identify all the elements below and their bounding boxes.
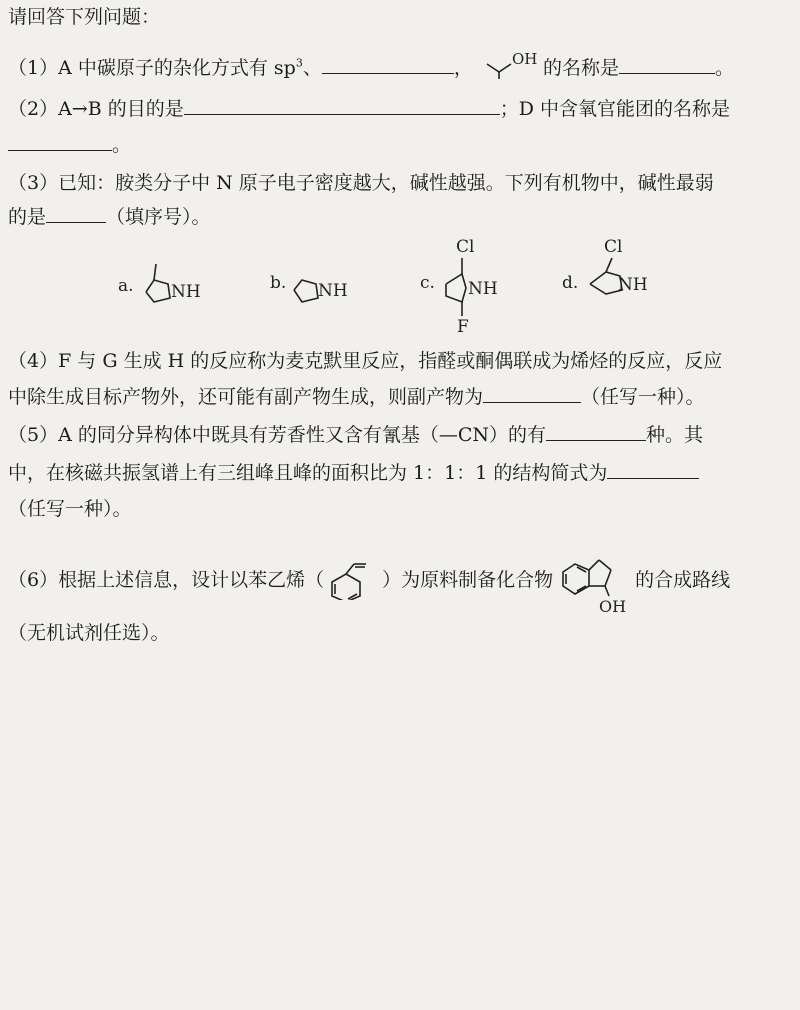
q1-text-3: 的名称是 [542, 57, 619, 79]
option-d-structure [560, 232, 670, 316]
question-4: （4）F 与 G 生成 H 的反应称为麦克默里反应，指醛或酮偶联成为烯烃的反应，反应 [8, 350, 723, 372]
q1-end: 。 [714, 57, 734, 79]
q5-text-2a: 中，在核磁共振氢谱上有三组峰且峰的面积比为 1：1：1 的结构简式为 [8, 462, 608, 484]
q1-comma: ， [453, 57, 473, 79]
option-c-f: F [457, 317, 469, 337]
q5-text-1b: 种。其 [646, 424, 704, 446]
heading: 请回答下列问题： [8, 6, 161, 28]
q3-blank[interactable] [46, 204, 106, 223]
q4-blank[interactable] [483, 384, 581, 403]
q4-text-2a: 中除生成目标产物外，还可能有副产物生成，则副产物为 [8, 386, 484, 408]
question-3-cont [8, 204, 792, 230]
q1-blank-1[interactable] [322, 55, 454, 74]
indanol-structure [553, 552, 635, 614]
option-c-label: c. [420, 273, 435, 293]
q4-text-2b: （任写一种）。 [581, 386, 705, 408]
option-d-cl: Cl [604, 237, 623, 257]
q5-blank-2[interactable] [607, 460, 699, 479]
tert-butanol-structure [479, 50, 537, 80]
question-6-cont: （无机试剂任选）。 [8, 622, 170, 644]
question-1 [8, 50, 792, 81]
q6-text-1: （6）根据上述信息，设计以苯乙烯（ [8, 569, 325, 591]
question-5-cont [8, 460, 792, 486]
q6-text-3: 的合成路线 [635, 569, 731, 591]
q5-text-1a: （5）A 的同分异构体中既具有芳香性又含有氰基（—CN）的有 [8, 424, 547, 446]
q3-text-2a: 的是 [8, 206, 47, 228]
q3-text-2b: （填序号）。 [106, 206, 211, 228]
option-c-nh: NH [468, 279, 498, 299]
option-c-structure [418, 232, 528, 342]
question-4-cont [8, 384, 792, 410]
tert-butanol-oh-label: OH [511, 50, 537, 68]
q1-blank-2[interactable] [619, 55, 715, 74]
option-b-label: b. [270, 273, 287, 293]
question-5-end: （任写一种）。 [8, 498, 132, 520]
styrene-structure [324, 560, 382, 600]
option-a-nh: NH [171, 282, 201, 302]
q1-text-1: （1）A 中碳原子的杂化方式有 sp [8, 57, 296, 79]
option-a-label: a. [118, 276, 134, 296]
q6-text-2: ）为原料制备化合物 [382, 569, 554, 591]
option-d-nh: NH [618, 275, 648, 295]
option-b-nh: NH [318, 281, 348, 301]
indanol-oh: OH [599, 597, 627, 614]
option-b-structure [268, 266, 368, 314]
q2-text-2: ；D 中含氧官能团的名称是 [499, 98, 731, 120]
q5-blank-1[interactable] [546, 422, 646, 441]
option-d-label: d. [562, 273, 579, 293]
question-6 [8, 552, 792, 614]
q2-blank-2[interactable] [8, 132, 112, 151]
option-c-cl: Cl [456, 237, 475, 257]
question-2-cont [8, 132, 792, 158]
question-5 [8, 422, 792, 448]
q2-blank-1[interactable] [184, 96, 500, 115]
q2-text-1: （2）A→B 的目的是 [8, 98, 184, 120]
option-a-structure [116, 258, 226, 322]
question-2 [8, 96, 792, 122]
q1-sup: 3 [295, 56, 303, 70]
q1-text-2: 、 [302, 57, 322, 79]
q2-end: 。 [112, 134, 132, 156]
question-3: （3）已知：胺类分子中 N 原子电子密度越大，碱性越强。下列有机物中，碱性最弱 [8, 172, 714, 194]
